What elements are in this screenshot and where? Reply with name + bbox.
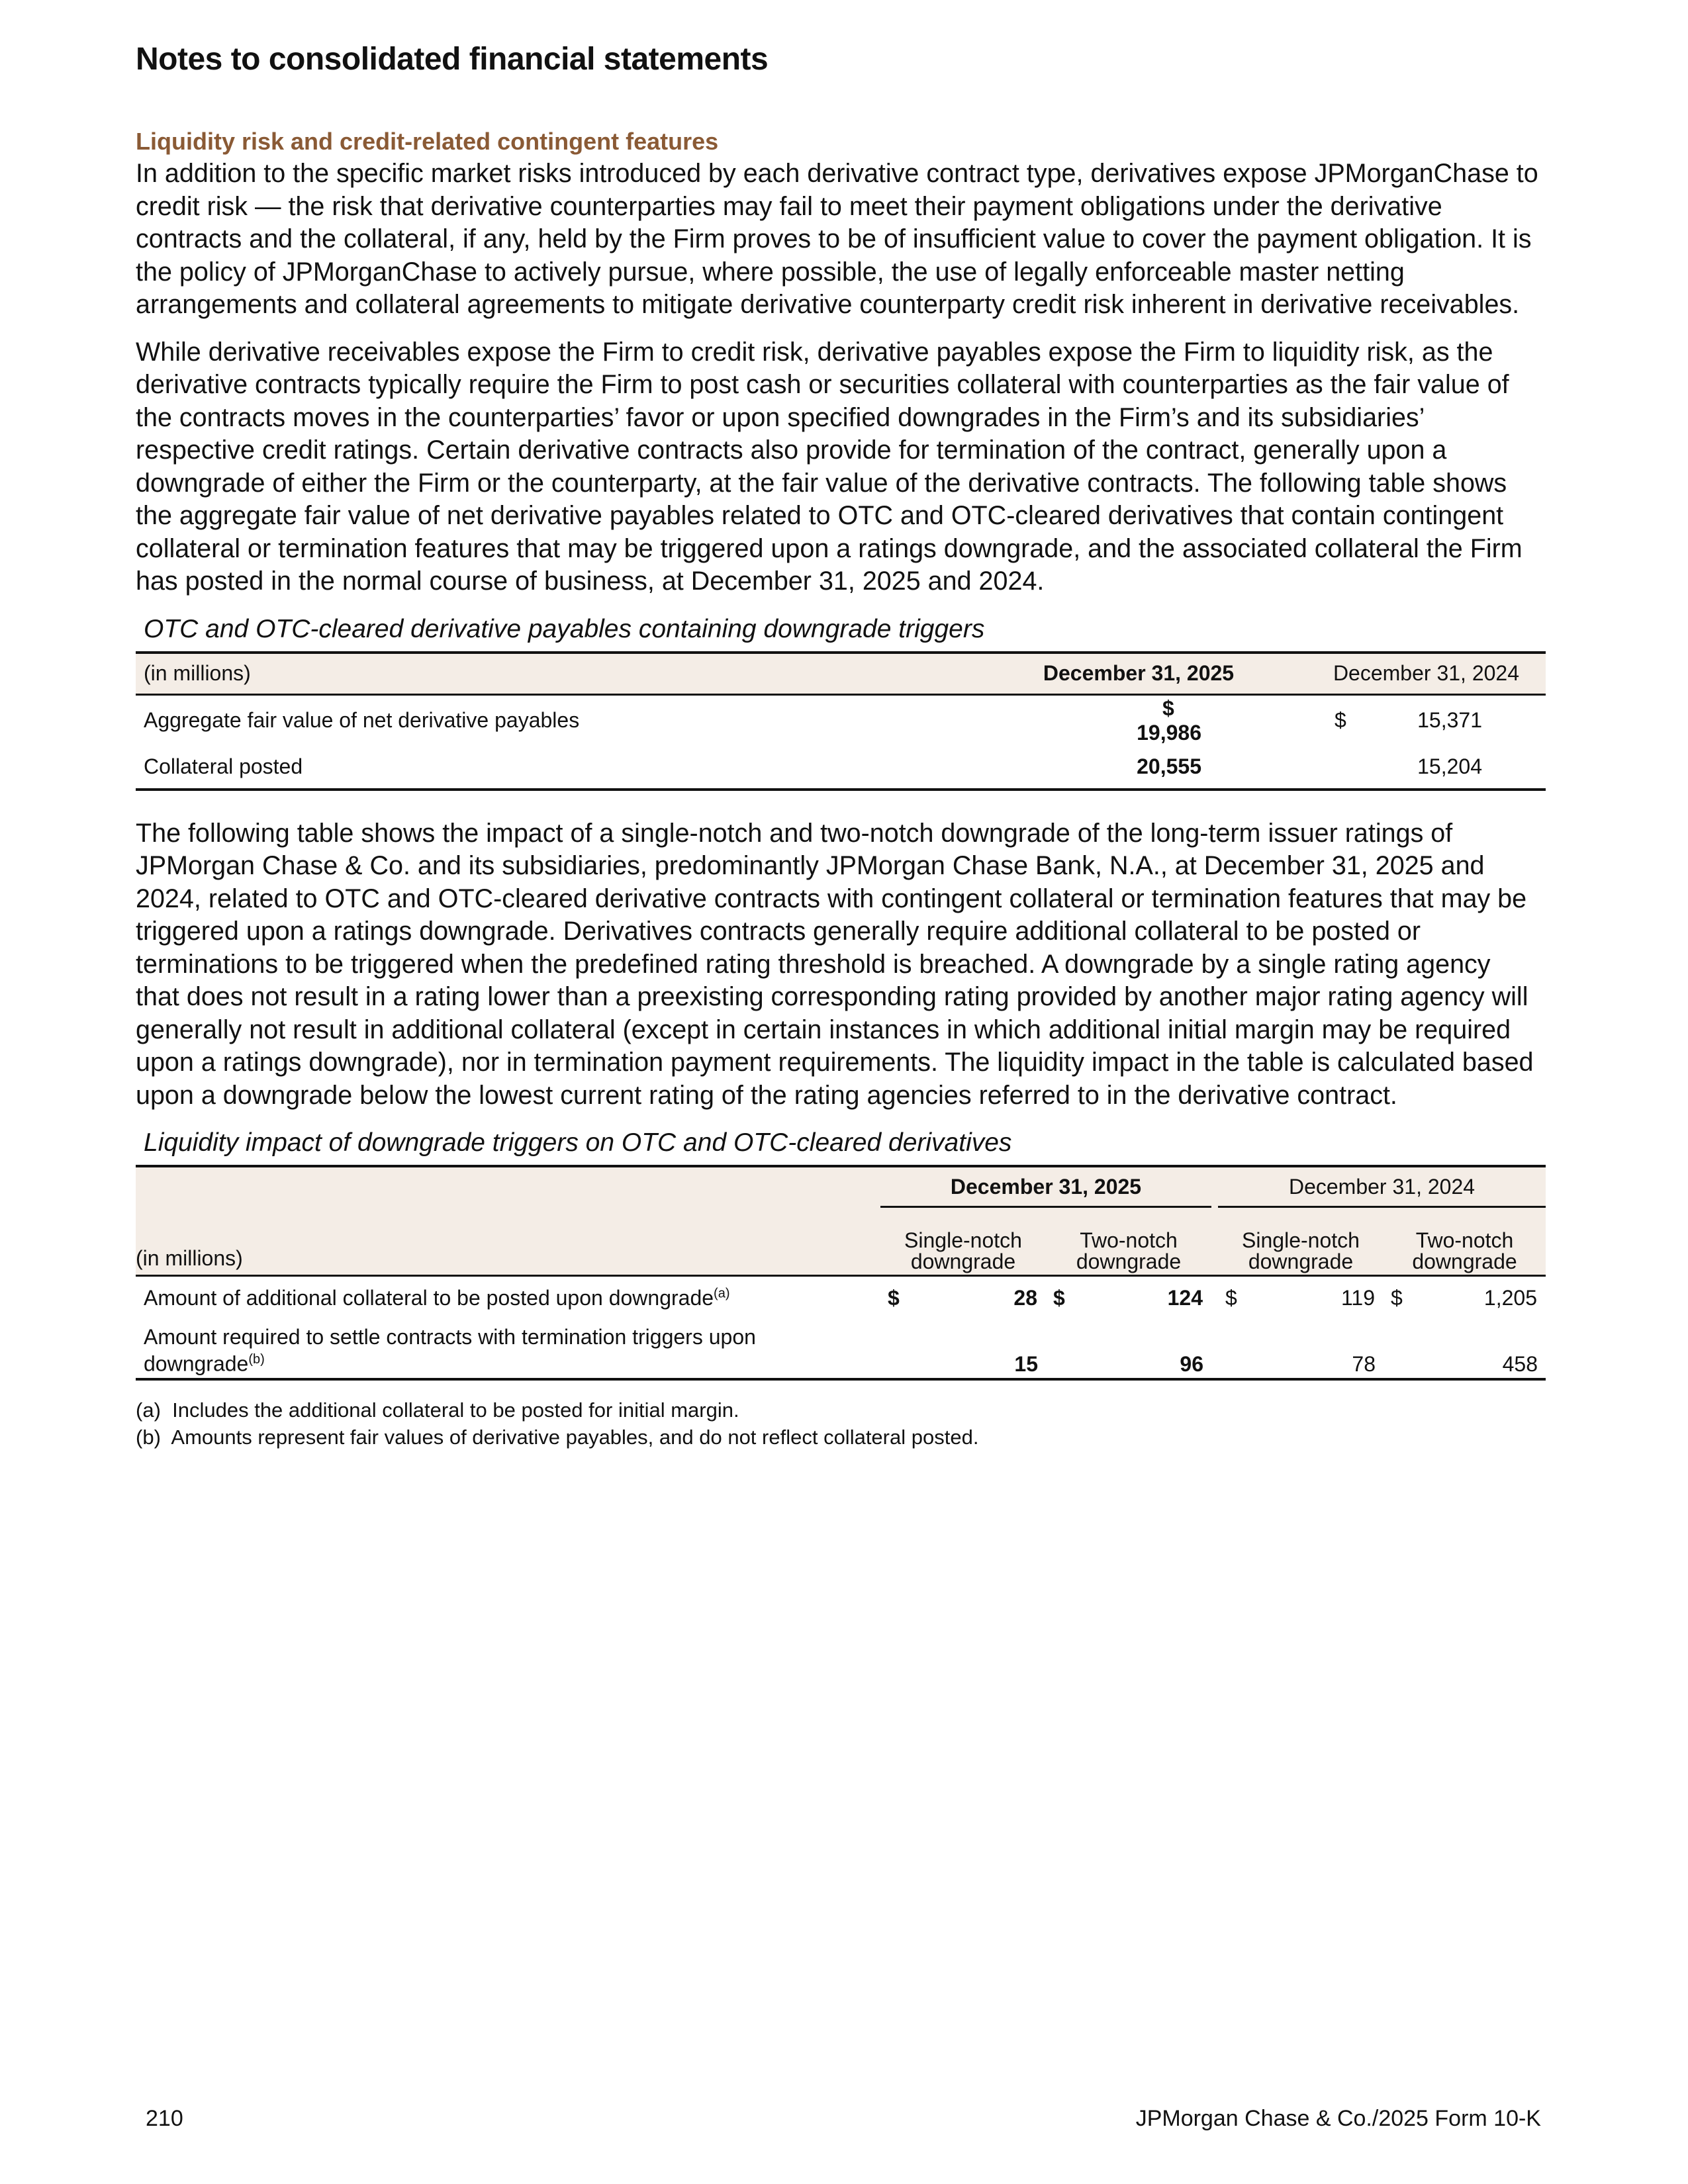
value-single-2025: 15 (880, 1319, 1046, 1379)
liquidity-impact-table (136, 1165, 1546, 1381)
currency-symbol: $ (1335, 708, 1346, 732)
row-label: Aggregate fair value of net derivative payables (144, 708, 580, 732)
currency-symbol: $ (888, 1285, 900, 1310)
value-two-2025: 96 (1046, 1319, 1211, 1379)
footnote-a: (a) Includes the additional collateral to be posted for initial margin. (136, 1398, 739, 1422)
downgrade-triggers-table (136, 651, 1546, 791)
value-two-2024: 1,205 (1483, 1285, 1537, 1310)
currency-symbol: $ (1225, 1285, 1237, 1310)
footnotes (136, 1396, 1539, 1451)
table1-unit-label: (in millions) (136, 653, 1029, 695)
page-number: 210 (146, 2106, 183, 2131)
table-row (136, 694, 1546, 746)
document-footer: JPMorgan Chase & Co./2025 Form 10-K (1135, 2106, 1541, 2131)
paragraph-downgrade-impact: The following table shows the impact of a single-notch and two-notch downgrade of the long-term issuer ratings of JPMorgan Chase & Co. and its subsidiaries, predominantly JPMorgan Chase Bank, N.A., at December 31, 2025 and 2024, related to OTC and OTC-cleared derivative contracts with contingent collateral or termination features that may be triggered upon a ratings downgrade. Derivatives contracts generally require additional collateral to be posted or terminations to be triggered when the predefined rating threshold is breached. A downgrade by a single rating agency that does not result in a rating lower than a preexisting corresponding rating provided by another major rating agency will generally not result in additional collateral (except in certain instances in which additional initial margin may be required upon a ratings downgrade), nor in termination payment requirements. The liquidity impact in the table is calculated based upon a downgrade below the lowest current rating of the rating agencies referred to in the derivative contract. (136, 818, 1534, 1110)
table2-group-2024: December 31, 2024 (1218, 1166, 1546, 1207)
value-two-2025: 124 (1167, 1285, 1203, 1310)
table1-caption: OTC and OTC-cleared derivative payables containing downgrade triggers (144, 614, 985, 643)
table2-group-header-row (136, 1166, 1546, 1207)
table1-col-2024: December 31, 2024 (1248, 653, 1546, 695)
footnote-b: (b) Amounts represent fair values of derivative payables, and do not reflect collateral posted. (136, 1426, 979, 1449)
paragraph-liquidity-risk: While derivative receivables expose the Firm to credit risk, derivative payables expose the Firm to liquidity risk, as the derivative contracts typically require the Firm to post cash or securities collateral with counterparties as the fair value of the contracts moves in the counterparties’ favor or upon specified downgrades in the Firm’s and its subsidiaries’ respective credit ratings. Certain derivative contracts also provide for termination of the contract, generally upon a downgrade of either the Firm or the counterparty, at the fair value of the derivative contracts. The following table shows the aggregate fair value of net derivative payables related to OTC and OTC-cleared derivatives that contain contingent collateral or termination features that may be triggered upon a ratings downgrade, and the associated collateral the Firm has posted in the normal course of business, at December 31, 2025 and 2024. (136, 337, 1523, 596)
row-label: Collateral posted (136, 746, 1029, 790)
paragraph-credit-risk: In addition to the specific market risks introduced by each derivative contract type, derivatives expose JPMorganChase to credit risk — the risk that derivative counterparties may fail to meet their payment obligations under the derivative contracts and the collateral, if any, held by the Firm proves to be of insufficient value to cover the payment obligation. It is the policy of JPMorganChase to actively pursue, where possible, the use of legally enforceable master netting arrangements and collateral agreements to mitigate derivative counterparty credit risk inherent in derivative receivables. (136, 159, 1538, 319)
value-single-2025: 28 (1013, 1285, 1037, 1310)
col-two-notch-2024: Two-notch downgrade (1383, 1207, 1546, 1276)
currency-symbol: $ (1053, 1285, 1065, 1310)
page-title: Notes to consolidated financial statements (136, 42, 769, 77)
value-two-2024: 458 (1383, 1319, 1546, 1379)
value-2024: 15,204 (1417, 754, 1482, 778)
row-label: Amount of additional collateral to be posted upon downgrade$^{(a)}$ (144, 1285, 730, 1310)
value-2024: 15,371 (1417, 708, 1482, 732)
currency-symbol: $ (1162, 696, 1174, 720)
value-single-2024: 119 (1340, 1285, 1375, 1310)
table1-col-2025: December 31, 2025 (1029, 653, 1248, 695)
currency-symbol: $ (1391, 1285, 1403, 1310)
col-two-notch-2025: Two-notch downgrade (1046, 1207, 1211, 1276)
col-single-notch-2024: Single-notch downgrade (1218, 1207, 1383, 1276)
table1-header-row (136, 653, 1546, 695)
section-heading: Liquidity risk and credit-related contingent features (136, 128, 719, 155)
table2-caption: Liquidity impact of downgrade triggers on OTC and OTC-cleared derivatives (144, 1128, 1012, 1157)
value-single-2024: 78 (1218, 1319, 1383, 1379)
table2-group-2025: December 31, 2025 (880, 1166, 1211, 1207)
value-2025: 19,986 (1137, 720, 1201, 745)
main-content (136, 126, 1539, 1451)
col-single-notch-2025: Single-notch downgrade (880, 1207, 1046, 1276)
row-label: Amount required to settle contracts with termination triggers upon downgrade$^{(b)}$ (136, 1319, 880, 1379)
table-row (136, 1319, 1546, 1379)
table2-unit-label: (in millions) (136, 1166, 880, 1276)
table-row (136, 746, 1546, 790)
table-row (136, 1276, 1546, 1320)
value-2025: 20,555 (1137, 754, 1201, 778)
